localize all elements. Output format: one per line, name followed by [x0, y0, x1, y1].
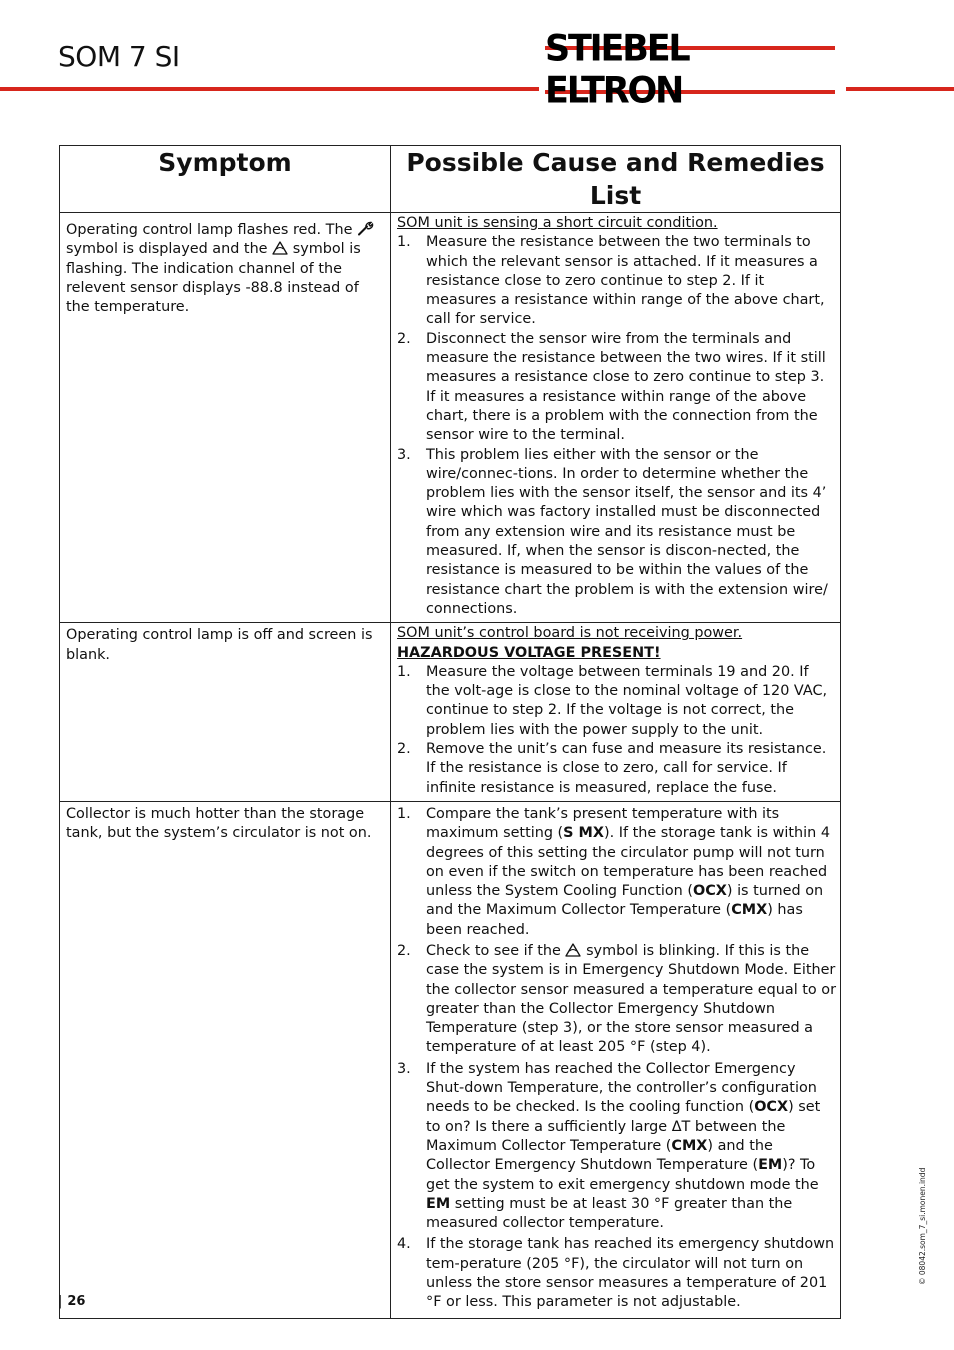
wrench-icon — [357, 221, 374, 236]
table-row — [60, 213, 841, 623]
remedy-steps — [397, 663, 836, 798]
stiebel-eltron-logo — [545, 28, 835, 112]
remedy-steps — [397, 233, 836, 619]
remedy-step: 2. Disconnect the sensor wire from the terminals and measure the resistance between the two wires. If it still measures a resistance close to zero continue to step 3. If it measures a resistance within range of the above chart, there is a problem with the connection from the sensor wire to the terminal. — [397, 330, 826, 444]
remedies-cell — [391, 213, 841, 623]
symptom-cell — [60, 623, 391, 802]
header-rule-right — [846, 87, 954, 91]
remedies-cell — [391, 801, 841, 1318]
warning-triangle-icon — [272, 241, 288, 255]
file-code: © 08042.som_7_si.monen.indd — [918, 1167, 927, 1285]
symptom-text: Operating control lamp is off and screen is blank. — [66, 627, 373, 663]
symptom-cell — [60, 213, 391, 623]
symptom-text: Collector is much hotter than the storage tank, but the system’s circulator is not on. — [66, 805, 372, 842]
remedies-column-header: Possible Cause and Remedies List — [391, 146, 841, 213]
remedy-steps — [397, 805, 836, 1313]
remedy-step: 3. This problem lies either with the sensor or the wire/connec-tions. In order to determine whether the problem lies with the sensor itself, the sensor and its 4’ wire which was factory installed must be disconnected from any extension wire and its resistance must be measured. If, when the sensor is discon-nected, the resistance is measured to be within the values of the resistance chart the problem is with the extension wire/ connections. — [397, 446, 828, 617]
remedy-step: 1. Measure the resistance between the two terminals to which the relevant sensor is attached. If it measures a resistance close to zero continue to step 2. If it measures a resistance within range of the above chart, call for service. — [397, 234, 825, 328]
remedy-step: 2. Remove the unit’s can fuse and measure its resistance. If the resistance is close to zero, call for service. If infinite resistance is measured, replace the fuse. — [397, 741, 827, 796]
logo-text: STIEBEL ELTRON — [545, 28, 689, 112]
remedy-step: 2. Check to see if the symbol is blinking. If this is the case the system is in Emergency Shutdown Mode. Either the collector sensor measured a temperature equal to or greater than the Collector Emergency Shutdown Temperature (step 3), or the store sensor measured a temperature of at least 205 °F (step 4). — [397, 942, 837, 1056]
symptom-column-header: Symptom — [60, 146, 391, 213]
table-row — [60, 623, 841, 802]
symptom-cell — [60, 801, 391, 1318]
symptom-text: Operating control lamp flashes red. The symbol is displayed and the symbol is flashing. The indication channel of the relevent sensor displays -88.8 instead of the temperature. — [66, 221, 386, 317]
cause-text: SOM unit is sensing a short circuit condition. — [397, 215, 718, 231]
cause-text: SOM unit’s control board is not receiving power. — [397, 625, 743, 642]
warning-triangle-icon — [565, 943, 581, 957]
remedies-cell — [391, 623, 841, 802]
remedy-step: 4. If the storage tank has reached its emergency shutdown tem-perature (205 °F), the circulator will not turn on unless the store sensor measures a temperature of 201 °F or less. This parameter is not adjustable. — [397, 1236, 835, 1311]
header-rule-left — [0, 87, 539, 91]
document-title: SOM 7 SI — [58, 40, 180, 73]
table-header-row — [60, 146, 841, 213]
hazard-warning: HAZARDOUS VOLTAGE PRESENT! — [397, 644, 661, 661]
remedy-step: 1. Measure the voltage between terminals 19 and 20. If the volt-age is close to the nominal voltage of 120 VAC, continue to step 2. If the voltage is not correct, the problem lies with the power supply to the unit. — [397, 663, 828, 738]
troubleshooting-table — [59, 145, 841, 1319]
table-row — [60, 801, 841, 1318]
page-number: | 26 — [58, 1294, 86, 1309]
remedy-step: 1. Compare the tank’s present temperature with its maximum setting (S MX). If the storage tank is within 4 degrees of this setting the circulator pump will not turn on even if the switch on temperature has been reached unless the System Cooling Function (OCX) is turned on and the Maximum Collector Temperature (CMX) has been reached. — [397, 805, 830, 938]
remedy-step: 3. If the system has reached the Collector Emergency Shut-down Temperature, the controller’s configuration needs to be checked. Is the cooling function (OCX) set to on? Is there a sufficiently large ΔT between the Maximum Collector Temperature (CMX) and the Collector Emergency Shutdown Temperature (EM)? To get the system to exit emergency shutdown mode the EM setting must be at least 30 °F greater than the measured collector temperature. — [397, 1060, 821, 1232]
